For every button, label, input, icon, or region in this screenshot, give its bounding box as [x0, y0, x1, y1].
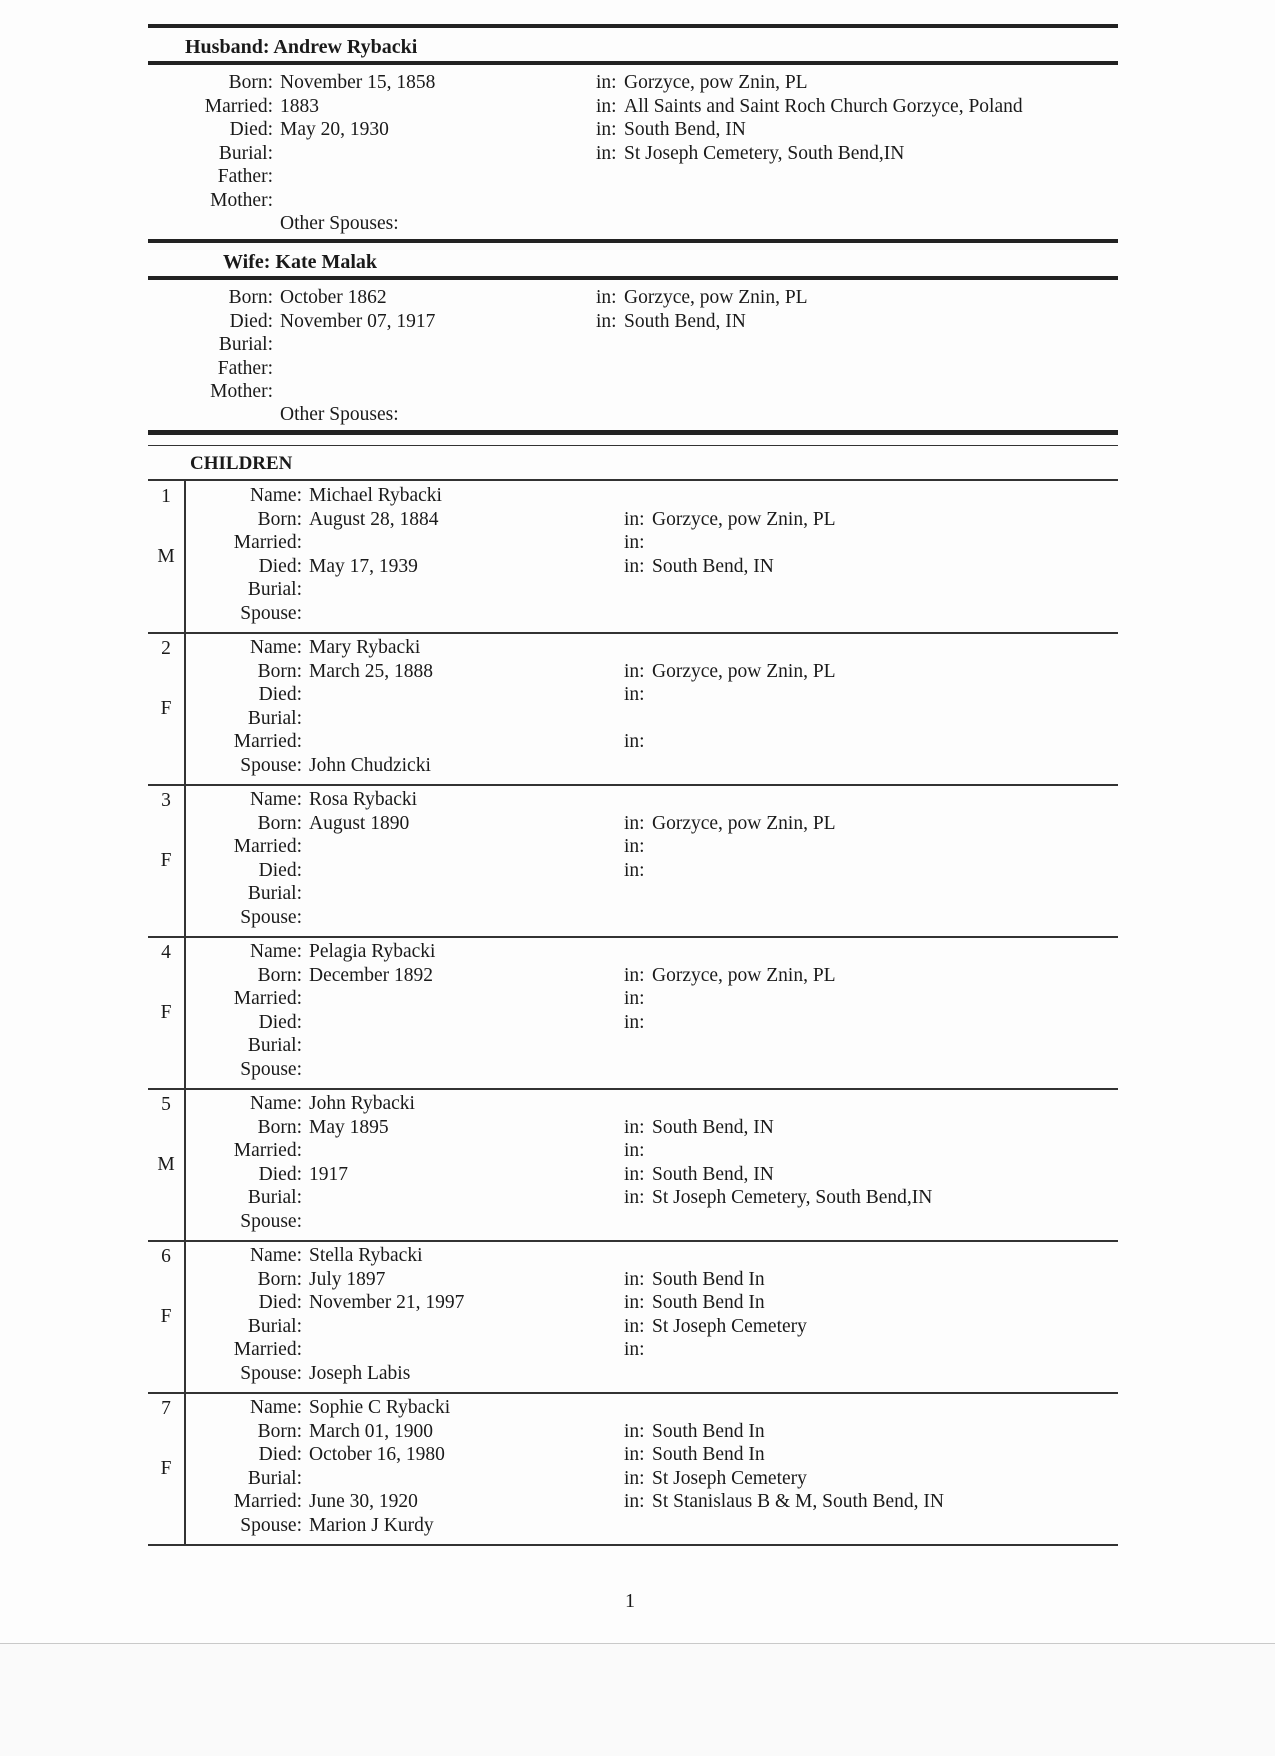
wife-heading	[223, 250, 377, 274]
fact-in-label: in:	[596, 119, 617, 140]
fact-in-label: in:	[624, 1444, 645, 1465]
child-sex: F	[160, 850, 172, 871]
fact-value: Stella Rybacki	[309, 1245, 423, 1266]
fact-place: South Bend, IN	[624, 310, 746, 332]
fact-place: South Bend In	[652, 1292, 765, 1313]
fact-place: Gorzyce, pow Znin, PL	[624, 72, 808, 93]
fact-in-label: in:	[624, 1140, 645, 1161]
child-sex: F	[160, 1306, 172, 1327]
fact-place: South Bend, IN	[652, 555, 774, 577]
fact-place: St Joseph Cemetery, South Bend,IN	[652, 1187, 933, 1208]
fact-label: Died:	[229, 119, 273, 140]
child-number: 5	[161, 1094, 171, 1115]
fact-label: Name:	[250, 637, 302, 658]
fact-in-label: in:	[624, 1420, 645, 1442]
child-sex: F	[160, 1002, 172, 1023]
fact-place: South Bend In	[652, 1444, 765, 1465]
husband-heading-label: Husband:	[185, 36, 270, 58]
fact-in-label: in:	[624, 812, 645, 834]
fact-label: Died:	[258, 684, 302, 705]
fact-in-label: in:	[624, 532, 645, 553]
fact-place: South Bend, IN	[652, 1116, 774, 1138]
fact-label: Father:	[217, 166, 273, 187]
fact-value: Rosa Rybacki	[309, 789, 418, 810]
fact-label: Burial:	[247, 579, 302, 600]
fact-in-label: in:	[596, 310, 617, 332]
wife-name: Kate Malak	[275, 251, 378, 273]
fact-label: Name:	[250, 1397, 302, 1418]
rule-husband	[148, 61, 1118, 65]
fact-label: Name:	[250, 485, 302, 506]
fact-label: Born:	[257, 660, 302, 682]
fact-in-label: in:	[624, 731, 645, 752]
fact-place: South Bend, IN	[624, 119, 746, 140]
fact-label: Name:	[250, 1245, 302, 1266]
child-rule	[148, 936, 1118, 938]
wife-other-spouses: Other Spouses:	[280, 404, 399, 425]
fact-label: Born:	[257, 812, 302, 834]
fact-value: October 16, 1980	[309, 1444, 445, 1465]
fact-place: Gorzyce, pow Znin, PL	[652, 508, 836, 530]
fact-label: Born:	[257, 1268, 302, 1290]
fact-label: Mother:	[210, 189, 273, 211]
fact-place: South Bend In	[652, 1268, 765, 1290]
fact-value: October 1862	[280, 287, 387, 308]
child-rule	[148, 632, 1118, 634]
fact-label: Born:	[228, 287, 273, 308]
fact-in-label: in:	[596, 95, 617, 117]
fact-label: Spouse:	[240, 1362, 302, 1384]
fact-label: Died:	[229, 310, 273, 332]
rule-wife-top	[148, 239, 1118, 243]
rule-children-top	[148, 430, 1118, 435]
fact-label: Died:	[258, 555, 302, 577]
child-rule	[148, 1240, 1118, 1242]
child-number: 6	[161, 1246, 171, 1267]
fact-label: Burial:	[247, 707, 302, 729]
fact-label: Burial:	[247, 1187, 302, 1208]
fact-in-label: in:	[624, 1467, 645, 1489]
fact-label: Born:	[228, 72, 273, 93]
fact-value: Sophie C Rybacki	[309, 1397, 451, 1418]
fact-value: Marion J Kurdy	[309, 1514, 434, 1536]
fact-place: St Joseph Cemetery, South Bend,IN	[624, 142, 905, 164]
fact-value: March 25, 1888	[309, 660, 434, 682]
fact-value: Mary Rybacki	[309, 637, 421, 658]
fact-value: November 07, 1917	[280, 310, 436, 332]
fact-label: Died:	[258, 1444, 302, 1465]
fact-place: South Bend, IN	[652, 1163, 774, 1185]
child-sex: M	[157, 1154, 175, 1175]
fact-value: 1883	[280, 95, 319, 117]
fact-label: Name:	[250, 941, 302, 962]
husband-other-spouses: Other Spouses:	[280, 213, 399, 234]
rule-top	[148, 24, 1118, 28]
fact-label: Died:	[258, 1292, 302, 1313]
fact-value: Joseph Labis	[309, 1362, 411, 1384]
fact-label: Name:	[250, 789, 302, 810]
fact-in-label: in:	[624, 508, 645, 530]
fact-label: Name:	[250, 1093, 302, 1114]
child-number: 4	[161, 942, 171, 963]
fact-label: Born:	[257, 1116, 302, 1138]
husband-heading	[185, 35, 417, 59]
child-sex: F	[160, 1458, 172, 1479]
fact-label: Father:	[217, 357, 273, 379]
fact-in-label: in:	[624, 1491, 645, 1512]
fact-label: Spouse:	[240, 1514, 302, 1536]
fact-in-label: in:	[624, 1187, 645, 1208]
child-rule	[148, 784, 1118, 786]
fact-label: Spouse:	[240, 1058, 302, 1080]
child-number: 2	[161, 638, 171, 659]
fact-value: May 17, 1939	[309, 555, 418, 577]
fact-label: Married:	[233, 532, 302, 553]
fact-label: Burial:	[247, 1315, 302, 1337]
fact-label: Spouse:	[240, 602, 302, 624]
fact-label: Died:	[258, 1163, 302, 1185]
fact-in-label: in:	[624, 555, 645, 577]
fact-label: Died:	[258, 859, 302, 881]
fact-value: August 28, 1884	[309, 508, 439, 530]
fact-in-label: in:	[624, 836, 645, 857]
fact-label: Born:	[257, 964, 302, 986]
fact-in-label: in:	[624, 988, 645, 1009]
child-number: 3	[161, 790, 171, 811]
fact-in-label: in:	[624, 1116, 645, 1138]
fact-label: Burial:	[247, 1035, 302, 1056]
rule-children-head	[148, 479, 1118, 481]
child-rule	[148, 1392, 1118, 1394]
fact-label: Married:	[233, 1140, 302, 1161]
fact-label: Married:	[233, 1491, 302, 1512]
fact-label: Married:	[233, 731, 302, 752]
fact-label: Burial:	[247, 883, 302, 904]
rule-wife	[148, 276, 1118, 280]
fact-label: Burial:	[218, 334, 273, 355]
fact-value: June 30, 1920	[309, 1491, 418, 1512]
fact-value: July 1897	[309, 1268, 386, 1290]
fact-value: John Rybacki	[309, 1093, 415, 1114]
fact-in-label: in:	[624, 964, 645, 986]
fact-place: Gorzyce, pow Znin, PL	[652, 964, 836, 986]
fact-place: St Joseph Cemetery	[652, 1467, 807, 1489]
wife-heading-label: Wife:	[223, 251, 271, 273]
fact-in-label: in:	[624, 1339, 645, 1360]
fact-label: Spouse:	[240, 1210, 302, 1232]
fact-place: Gorzyce, pow Znin, PL	[652, 812, 836, 834]
fact-in-label: in:	[624, 684, 645, 705]
fact-in-label: in:	[624, 859, 645, 881]
child-sex: M	[157, 546, 175, 567]
husband-name: Andrew Rybacki	[273, 36, 418, 58]
fact-place: Gorzyce, pow Znin, PL	[652, 660, 836, 682]
fact-value: May 1895	[309, 1116, 389, 1138]
fact-value: November 15, 1858	[280, 72, 436, 93]
fact-in-label: in:	[624, 1292, 645, 1313]
fact-value: August 1890	[309, 812, 410, 834]
fact-value: May 20, 1930	[280, 119, 389, 140]
page-number: 1	[625, 1590, 635, 1612]
fact-label: Mother:	[210, 381, 273, 402]
fact-label: Spouse:	[240, 906, 302, 928]
fact-value: Michael Rybacki	[309, 485, 442, 506]
fact-label: Married:	[233, 836, 302, 857]
fact-in-label: in:	[624, 1315, 645, 1337]
fact-in-label: in:	[596, 142, 617, 164]
fact-value: 1917	[309, 1163, 348, 1185]
child-number: 1	[161, 486, 171, 507]
fact-label: Spouse:	[240, 754, 302, 776]
fact-in-label: in:	[624, 1011, 645, 1033]
fact-place: Gorzyce, pow Znin, PL	[624, 287, 808, 308]
scan-background	[0, 1643, 1275, 1756]
fact-in-label: in:	[624, 1163, 645, 1185]
children-heading: CHILDREN	[190, 453, 293, 474]
child-rule	[148, 1544, 1118, 1546]
fact-label: Born:	[257, 1420, 302, 1442]
fact-label: Burial:	[218, 142, 273, 164]
fact-label: Died:	[258, 1011, 302, 1033]
fact-value: November 21, 1997	[309, 1292, 465, 1313]
child-number: 7	[161, 1398, 171, 1419]
fact-place: St Joseph Cemetery	[652, 1315, 807, 1337]
fact-place: St Stanislaus B & M, South Bend, IN	[652, 1491, 944, 1512]
fact-value: March 01, 1900	[309, 1420, 434, 1442]
fact-in-label: in:	[624, 660, 645, 682]
fact-in-label: in:	[624, 1268, 645, 1290]
child-rule	[148, 1088, 1118, 1090]
fact-value: John Chudzicki	[309, 754, 431, 776]
fact-label: Born:	[257, 508, 302, 530]
fact-label: Married:	[233, 988, 302, 1009]
fact-label: Married:	[204, 95, 273, 117]
fact-place: All Saints and Saint Roch Church Gorzyce, Poland	[624, 95, 1023, 117]
fact-place: South Bend In	[652, 1420, 765, 1442]
fact-label: Married:	[233, 1339, 302, 1360]
fact-label: Burial:	[247, 1467, 302, 1489]
rule-children-thin	[148, 445, 1118, 446]
child-sex: F	[160, 698, 172, 719]
fact-in-label: in:	[596, 72, 617, 93]
fact-value: December 1892	[309, 964, 433, 986]
fact-value: Pelagia Rybacki	[309, 941, 436, 962]
fact-in-label: in:	[596, 287, 617, 308]
